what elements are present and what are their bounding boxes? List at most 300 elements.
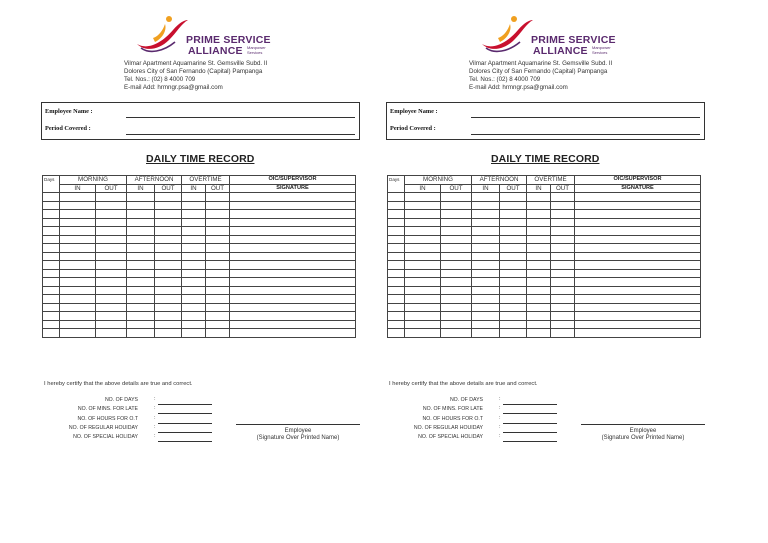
time-record-cell[interactable]	[527, 235, 551, 244]
time-record-cell[interactable]	[127, 244, 155, 253]
time-record-cell[interactable]	[405, 193, 441, 202]
time-record-cell[interactable]	[500, 210, 527, 219]
summary-field[interactable]	[503, 423, 557, 424]
time-record-cell[interactable]	[127, 303, 155, 312]
time-record-cell[interactable]	[472, 329, 500, 338]
company-address	[469, 60, 612, 92]
time-record-cell[interactable]	[60, 312, 96, 321]
time-record-cell[interactable]	[230, 218, 356, 227]
time-record-cell[interactable]	[405, 261, 441, 270]
time-record-cell[interactable]	[60, 269, 96, 278]
time-record-cell[interactable]	[472, 261, 500, 270]
period-covered-field[interactable]	[471, 134, 700, 135]
time-record-cell[interactable]	[155, 210, 182, 219]
time-record-cell[interactable]	[388, 193, 405, 202]
time-record-cell[interactable]	[230, 261, 356, 270]
time-record-cell[interactable]	[60, 235, 96, 244]
time-record-cell[interactable]	[551, 286, 575, 295]
time-record-cell[interactable]	[405, 235, 441, 244]
time-record-cell[interactable]	[575, 201, 701, 210]
time-record-cell[interactable]	[551, 278, 575, 287]
time-record-cell[interactable]	[388, 210, 405, 219]
summary-field[interactable]	[158, 413, 212, 414]
time-record-cell[interactable]	[472, 303, 500, 312]
time-record-cell[interactable]	[500, 278, 527, 287]
summary-field[interactable]	[158, 432, 212, 433]
time-record-cell[interactable]	[230, 269, 356, 278]
time-record-cell[interactable]	[527, 252, 551, 261]
time-record-cell[interactable]	[441, 252, 472, 261]
time-record-cell[interactable]	[182, 210, 206, 219]
time-record-cell[interactable]	[206, 312, 230, 321]
time-record-cell[interactable]	[441, 210, 472, 219]
time-record-cell[interactable]	[405, 286, 441, 295]
time-record-cell[interactable]	[575, 278, 701, 287]
time-record-cell[interactable]	[527, 218, 551, 227]
employee-name-field[interactable]	[471, 117, 700, 118]
time-record-cell[interactable]	[405, 252, 441, 261]
time-record-cell[interactable]	[127, 252, 155, 261]
time-record-cell[interactable]	[500, 201, 527, 210]
time-record-cell[interactable]	[441, 261, 472, 270]
employee-signature-caption: (Signature Over Printed Name)	[256, 435, 340, 441]
time-record-cell[interactable]	[472, 295, 500, 304]
time-record-cell[interactable]	[575, 303, 701, 312]
time-record-cell[interactable]	[405, 218, 441, 227]
time-record-cell[interactable]	[441, 312, 472, 321]
employee-signature-line[interactable]	[581, 424, 705, 441]
time-record-cell[interactable]	[441, 244, 472, 253]
time-record-cell[interactable]	[551, 244, 575, 253]
time-record-cell[interactable]	[96, 303, 127, 312]
time-record-cell[interactable]	[441, 218, 472, 227]
time-record-cell[interactable]	[575, 252, 701, 261]
time-record-cell[interactable]	[155, 269, 182, 278]
summary-colon: :	[154, 424, 156, 430]
summary-colon: :	[499, 415, 501, 421]
time-record-cell[interactable]	[472, 227, 500, 236]
time-record-cell[interactable]	[472, 201, 500, 210]
time-record-cell[interactable]	[206, 261, 230, 270]
time-record-cell[interactable]	[127, 329, 155, 338]
overtime-in-header: IN	[182, 184, 206, 193]
time-record-cell[interactable]	[472, 193, 500, 202]
time-record-cell[interactable]	[575, 235, 701, 244]
time-record-cell[interactable]	[60, 278, 96, 287]
time-record-cell[interactable]	[405, 295, 441, 304]
time-record-cell[interactable]	[43, 286, 60, 295]
time-record-cell[interactable]	[182, 269, 206, 278]
time-record-row	[43, 261, 356, 270]
time-record-cell[interactable]	[527, 303, 551, 312]
time-record-cell[interactable]	[96, 278, 127, 287]
time-record-cell[interactable]	[441, 278, 472, 287]
time-record-cell[interactable]	[388, 235, 405, 244]
summary-field[interactable]	[158, 423, 212, 424]
time-record-cell[interactable]	[182, 312, 206, 321]
time-record-cell[interactable]	[527, 312, 551, 321]
time-record-cell[interactable]	[575, 329, 701, 338]
time-record-cell[interactable]	[472, 278, 500, 287]
time-record-cell[interactable]	[441, 286, 472, 295]
time-record-cell[interactable]	[96, 193, 127, 202]
time-record-cell[interactable]	[127, 320, 155, 329]
signature-header-line1: OIC/SUPERVISOR	[575, 176, 701, 185]
time-record-cell[interactable]	[182, 252, 206, 261]
time-record-cell[interactable]	[206, 227, 230, 236]
time-record-cell[interactable]	[43, 269, 60, 278]
time-record-cell[interactable]	[155, 261, 182, 270]
time-record-cell[interactable]	[182, 193, 206, 202]
time-record-cell[interactable]	[500, 193, 527, 202]
time-record-cell[interactable]	[60, 201, 96, 210]
time-record-row	[388, 210, 701, 219]
time-record-cell[interactable]	[230, 295, 356, 304]
time-record-cell[interactable]	[182, 244, 206, 253]
time-record-cell[interactable]	[127, 286, 155, 295]
time-record-cell[interactable]	[388, 278, 405, 287]
time-record-cell[interactable]	[182, 320, 206, 329]
time-record-cell[interactable]	[60, 252, 96, 261]
time-record-cell[interactable]	[155, 312, 182, 321]
time-record-cell[interactable]	[127, 269, 155, 278]
time-record-cell[interactable]	[230, 235, 356, 244]
time-record-cell[interactable]	[388, 303, 405, 312]
time-record-cell[interactable]	[182, 218, 206, 227]
time-record-cell[interactable]	[230, 244, 356, 253]
time-record-cell[interactable]	[127, 295, 155, 304]
time-record-cell[interactable]	[230, 227, 356, 236]
time-record-cell[interactable]	[206, 244, 230, 253]
time-record-cell[interactable]	[43, 252, 60, 261]
time-record-cell[interactable]	[206, 210, 230, 219]
time-record-cell[interactable]	[206, 303, 230, 312]
time-record-cell[interactable]	[155, 303, 182, 312]
time-record-cell[interactable]	[206, 252, 230, 261]
time-record-cell[interactable]	[575, 286, 701, 295]
time-record-cell[interactable]	[155, 320, 182, 329]
time-record-cell[interactable]	[96, 227, 127, 236]
summary-field[interactable]	[158, 441, 212, 442]
time-record-cell[interactable]	[551, 329, 575, 338]
time-record-cell[interactable]	[96, 286, 127, 295]
time-record-cell[interactable]	[405, 210, 441, 219]
time-record-cell[interactable]	[96, 201, 127, 210]
time-record-cell[interactable]	[230, 201, 356, 210]
time-record-cell[interactable]	[388, 201, 405, 210]
time-record-cell[interactable]	[230, 252, 356, 261]
time-record-cell[interactable]	[500, 235, 527, 244]
time-record-cell[interactable]	[441, 320, 472, 329]
time-record-cell[interactable]	[43, 235, 60, 244]
time-record-cell[interactable]	[575, 193, 701, 202]
time-record-cell[interactable]	[182, 201, 206, 210]
time-record-cell[interactable]	[43, 320, 60, 329]
time-record-cell[interactable]	[441, 201, 472, 210]
time-record-cell[interactable]	[551, 261, 575, 270]
time-record-cell[interactable]	[60, 218, 96, 227]
time-record-cell[interactable]	[551, 269, 575, 278]
time-record-cell[interactable]	[388, 252, 405, 261]
time-record-cell[interactable]	[575, 269, 701, 278]
time-record-cell[interactable]	[96, 235, 127, 244]
time-record-cell[interactable]	[500, 269, 527, 278]
time-record-cell[interactable]	[388, 269, 405, 278]
summary-field[interactable]	[503, 404, 557, 405]
time-record-cell[interactable]	[500, 252, 527, 261]
time-record-cell[interactable]	[575, 227, 701, 236]
time-record-cell[interactable]	[182, 235, 206, 244]
time-record-cell[interactable]	[43, 201, 60, 210]
time-record-cell[interactable]	[230, 278, 356, 287]
time-record-cell[interactable]	[155, 278, 182, 287]
time-record-cell[interactable]	[155, 235, 182, 244]
time-record-cell[interactable]	[551, 252, 575, 261]
time-record-cell[interactable]	[127, 261, 155, 270]
time-record-cell[interactable]	[43, 244, 60, 253]
time-record-cell[interactable]	[527, 286, 551, 295]
time-record-cell[interactable]	[551, 227, 575, 236]
time-record-cell[interactable]	[500, 320, 527, 329]
time-record-cell[interactable]	[500, 227, 527, 236]
time-record-cell[interactable]	[182, 278, 206, 287]
time-record-cell[interactable]	[551, 312, 575, 321]
time-record-cell[interactable]	[388, 312, 405, 321]
summary-colon: :	[499, 405, 501, 411]
time-record-cell[interactable]	[527, 227, 551, 236]
time-record-cell[interactable]	[96, 218, 127, 227]
time-record-cell[interactable]	[441, 193, 472, 202]
time-record-cell[interactable]	[60, 295, 96, 304]
time-record-cell[interactable]	[43, 312, 60, 321]
time-record-cell[interactable]	[441, 235, 472, 244]
time-record-cell[interactable]	[155, 286, 182, 295]
period-covered-field[interactable]	[126, 134, 355, 135]
time-record-cell[interactable]	[388, 244, 405, 253]
time-record-cell[interactable]	[155, 329, 182, 338]
time-record-cell[interactable]	[527, 320, 551, 329]
time-record-cell[interactable]	[472, 312, 500, 321]
time-record-cell[interactable]	[155, 252, 182, 261]
time-record-cell[interactable]	[551, 193, 575, 202]
summary-field[interactable]	[503, 413, 557, 414]
time-record-cell[interactable]	[405, 278, 441, 287]
time-record-cell[interactable]	[230, 286, 356, 295]
employee-signature-line[interactable]	[236, 424, 360, 441]
time-record-cell[interactable]	[575, 295, 701, 304]
time-record-cell[interactable]	[527, 210, 551, 219]
time-record-cell[interactable]	[388, 227, 405, 236]
time-record-cell[interactable]	[472, 244, 500, 253]
time-record-cell[interactable]	[60, 261, 96, 270]
time-record-cell[interactable]	[60, 193, 96, 202]
time-record-cell[interactable]	[472, 210, 500, 219]
time-record-cell[interactable]	[527, 278, 551, 287]
time-record-cell[interactable]	[527, 269, 551, 278]
time-record-cell[interactable]	[206, 295, 230, 304]
time-record-cell[interactable]	[206, 329, 230, 338]
time-record-cell[interactable]	[155, 295, 182, 304]
time-record-cell[interactable]	[500, 312, 527, 321]
time-record-cell[interactable]	[96, 210, 127, 219]
time-record-cell[interactable]	[551, 201, 575, 210]
time-record-cell[interactable]	[206, 269, 230, 278]
time-record-cell[interactable]	[230, 320, 356, 329]
time-record-cell[interactable]	[551, 210, 575, 219]
time-record-cell[interactable]	[43, 193, 60, 202]
time-record-cell[interactable]	[551, 295, 575, 304]
time-record-cell[interactable]	[60, 329, 96, 338]
time-record-cell[interactable]	[206, 278, 230, 287]
time-record-cell[interactable]	[230, 303, 356, 312]
time-record-cell[interactable]	[96, 269, 127, 278]
time-record-cell[interactable]	[388, 329, 405, 338]
time-record-cell[interactable]	[527, 295, 551, 304]
time-record-cell[interactable]	[60, 320, 96, 329]
time-record-cell[interactable]	[43, 278, 60, 287]
time-record-cell[interactable]	[127, 218, 155, 227]
time-record-cell[interactable]	[575, 320, 701, 329]
time-record-cell[interactable]	[551, 235, 575, 244]
time-record-cell[interactable]	[60, 303, 96, 312]
time-record-cell[interactable]	[127, 278, 155, 287]
time-record-cell[interactable]	[441, 269, 472, 278]
summary-field[interactable]	[503, 432, 557, 433]
time-record-cell[interactable]	[551, 218, 575, 227]
time-record-cell[interactable]	[472, 269, 500, 278]
time-record-cell[interactable]	[575, 312, 701, 321]
summary-field[interactable]	[503, 441, 557, 442]
time-record-cell[interactable]	[441, 303, 472, 312]
time-record-cell[interactable]	[230, 329, 356, 338]
time-record-cell[interactable]	[405, 244, 441, 253]
time-record-cell[interactable]	[206, 286, 230, 295]
time-record-cell[interactable]	[388, 261, 405, 270]
time-record-cell[interactable]	[551, 303, 575, 312]
time-record-cell[interactable]	[388, 320, 405, 329]
time-record-cell[interactable]	[405, 303, 441, 312]
time-record-cell[interactable]	[500, 218, 527, 227]
time-record-cell[interactable]	[575, 244, 701, 253]
time-record-cell[interactable]	[96, 329, 127, 338]
time-record-cell[interactable]	[527, 244, 551, 253]
time-record-cell[interactable]	[527, 201, 551, 210]
time-record-cell[interactable]	[43, 218, 60, 227]
time-record-cell[interactable]	[155, 201, 182, 210]
time-record-cell[interactable]	[182, 227, 206, 236]
time-record-cell[interactable]	[405, 320, 441, 329]
time-record-cell[interactable]	[182, 295, 206, 304]
time-record-cell[interactable]	[155, 193, 182, 202]
time-record-cell[interactable]	[472, 252, 500, 261]
time-record-cell[interactable]	[472, 286, 500, 295]
time-record-cell[interactable]	[500, 261, 527, 270]
summary-label: NO. OF REGULAR HOUIDAY	[68, 425, 138, 431]
time-record-cell[interactable]	[127, 235, 155, 244]
time-record-cell[interactable]	[43, 303, 60, 312]
time-record-cell[interactable]	[405, 329, 441, 338]
time-record-cell[interactable]	[500, 286, 527, 295]
time-record-cell[interactable]	[527, 329, 551, 338]
time-record-cell[interactable]	[405, 269, 441, 278]
time-record-cell[interactable]	[206, 193, 230, 202]
time-record-cell[interactable]	[127, 210, 155, 219]
employee-name-field[interactable]	[126, 117, 355, 118]
time-record-cell[interactable]	[182, 303, 206, 312]
summary-field[interactable]	[158, 404, 212, 405]
time-record-cell[interactable]	[575, 261, 701, 270]
time-record-cell[interactable]	[388, 286, 405, 295]
time-record-cell[interactable]	[43, 261, 60, 270]
time-record-cell[interactable]	[441, 295, 472, 304]
time-record-cell[interactable]	[441, 329, 472, 338]
time-record-cell[interactable]	[96, 295, 127, 304]
time-record-cell[interactable]	[500, 329, 527, 338]
time-record-cell[interactable]	[96, 320, 127, 329]
time-record-row	[43, 303, 356, 312]
time-record-cell[interactable]	[388, 218, 405, 227]
time-record-cell[interactable]	[206, 201, 230, 210]
time-record-cell[interactable]	[60, 210, 96, 219]
time-record-cell[interactable]	[206, 320, 230, 329]
time-record-cell[interactable]	[60, 244, 96, 253]
time-record-cell[interactable]	[127, 201, 155, 210]
time-record-cell[interactable]	[405, 227, 441, 236]
time-record-cell[interactable]	[472, 235, 500, 244]
time-record-cell[interactable]	[405, 312, 441, 321]
time-record-cell[interactable]	[472, 320, 500, 329]
time-record-cell[interactable]	[155, 218, 182, 227]
time-record-cell[interactable]	[500, 295, 527, 304]
time-record-cell[interactable]	[43, 210, 60, 219]
time-record-cell[interactable]	[182, 261, 206, 270]
time-record-cell[interactable]	[96, 252, 127, 261]
time-record-cell[interactable]	[155, 227, 182, 236]
time-record-cell[interactable]	[527, 261, 551, 270]
time-record-cell[interactable]	[575, 218, 701, 227]
time-record-cell[interactable]	[96, 244, 127, 253]
time-record-cell[interactable]	[441, 227, 472, 236]
time-record-cell[interactable]	[472, 218, 500, 227]
time-record-cell[interactable]	[230, 312, 356, 321]
time-record-cell[interactable]	[96, 312, 127, 321]
time-record-cell[interactable]	[551, 320, 575, 329]
time-record-cell[interactable]	[127, 193, 155, 202]
time-record-cell[interactable]	[60, 227, 96, 236]
time-record-cell[interactable]	[500, 303, 527, 312]
time-record-cell[interactable]	[96, 261, 127, 270]
time-record-cell[interactable]	[43, 227, 60, 236]
time-record-cell[interactable]	[575, 210, 701, 219]
time-record-cell[interactable]	[230, 193, 356, 202]
time-record-cell[interactable]	[206, 235, 230, 244]
time-record-cell[interactable]	[206, 218, 230, 227]
time-record-cell[interactable]	[405, 201, 441, 210]
time-record-cell[interactable]	[388, 295, 405, 304]
time-record-cell[interactable]	[43, 295, 60, 304]
time-record-cell[interactable]	[127, 312, 155, 321]
time-record-cell[interactable]	[43, 329, 60, 338]
overtime-in-header: IN	[527, 184, 551, 193]
time-record-cell[interactable]	[230, 210, 356, 219]
time-record-cell[interactable]	[182, 286, 206, 295]
time-record-cell[interactable]	[182, 329, 206, 338]
time-record-cell[interactable]	[127, 227, 155, 236]
time-record-cell[interactable]	[527, 193, 551, 202]
time-record-cell[interactable]	[155, 244, 182, 253]
time-record-cell[interactable]	[500, 244, 527, 253]
time-record-cell[interactable]	[60, 286, 96, 295]
